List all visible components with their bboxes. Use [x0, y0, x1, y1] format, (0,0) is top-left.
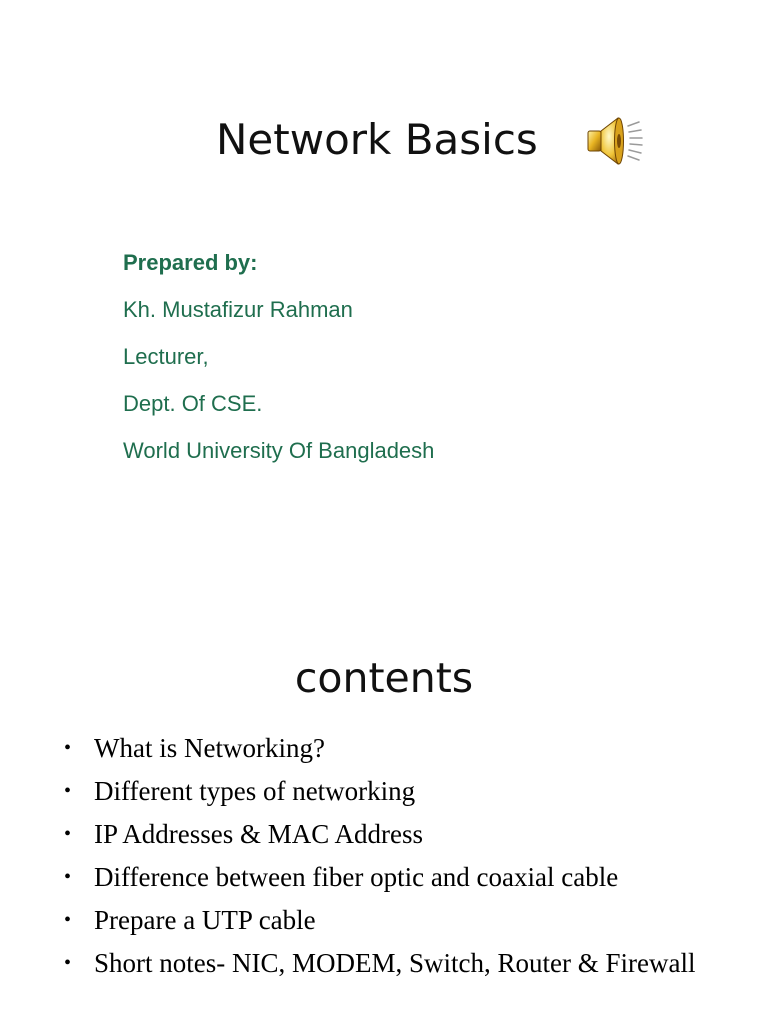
author-block	[123, 246, 434, 481]
author-department: Dept. Of CSE.	[123, 391, 263, 416]
list-item-text: Different types of networking	[94, 776, 416, 806]
list-item-text: Short notes- NIC, MODEM, Switch, Router & Firewall	[94, 948, 696, 978]
list-item-text: Difference between fiber optic and coaxial cable	[94, 862, 619, 892]
slide-title: Network Basics	[216, 115, 538, 164]
bullet-icon: •	[64, 909, 72, 931]
speaker-icon[interactable]	[582, 114, 644, 168]
author-name: Kh. Mustafizur Rahman	[123, 297, 353, 322]
list-item-text: IP Addresses & MAC Address	[94, 819, 424, 849]
list-item	[64, 730, 754, 766]
slide-title: contents	[294, 654, 474, 702]
list-item	[64, 945, 754, 981]
bullet-icon: •	[64, 866, 72, 888]
bullet-icon: •	[64, 737, 72, 759]
list-item	[64, 902, 754, 938]
prepared-by-heading: Prepared by:	[123, 250, 258, 275]
list-item	[64, 773, 754, 809]
contents-list	[64, 730, 754, 988]
list-item-text: What is Networking?	[94, 733, 325, 763]
bullet-icon: •	[64, 952, 72, 974]
author-university: World University Of Bangladesh	[123, 438, 435, 463]
list-item	[64, 816, 754, 852]
list-item-text: Prepare a UTP cable	[94, 905, 316, 935]
bullet-icon: •	[64, 780, 72, 802]
author-position: Lecturer,	[123, 344, 209, 369]
bullet-icon: •	[64, 823, 72, 845]
list-item	[64, 859, 754, 895]
contents-slide	[0, 512, 768, 1024]
